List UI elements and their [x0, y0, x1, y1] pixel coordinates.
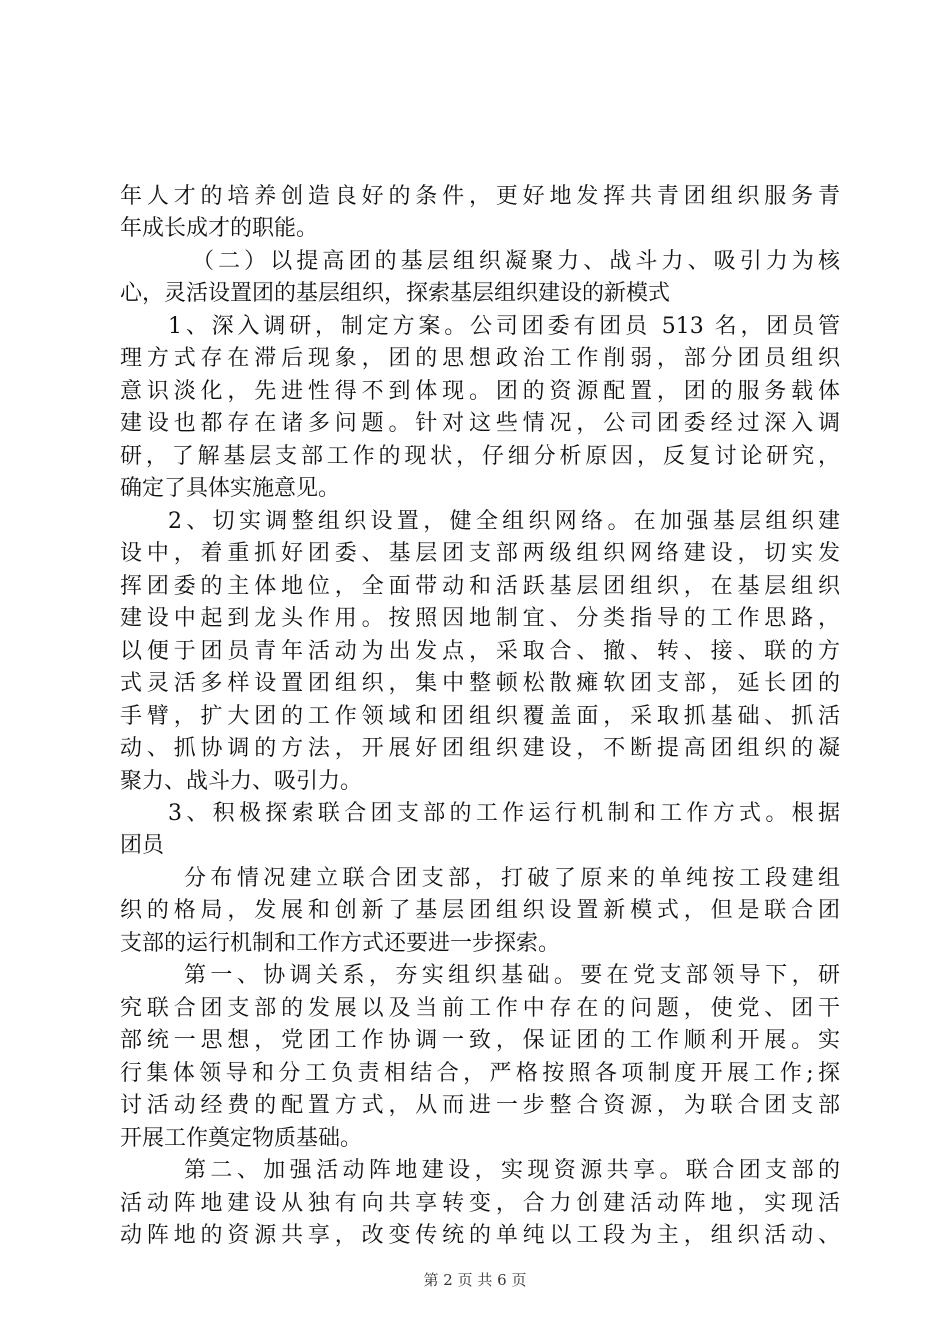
text-line: 动阵地的资源共享，改变传统的单纯以工段为主，组织活动、 [120, 1223, 840, 1248]
text-line: 以便于团员青年活动为出发点，采取合、撤、转、接、联的方 [120, 639, 840, 664]
text-line: 手臂，扩大团的工作领域和团组织覆盖面，采取抓基础、抓活 [120, 704, 840, 729]
text-line: 意识淡化，先进性得不到体现。团的资源配置，团的服务载体 [120, 379, 840, 404]
page-number-footer: 第 2 页 共 6 页 [423, 1271, 527, 1289]
text-line: 心，灵活设置团的基层组织，探索基层组织建设的新模式 [120, 281, 671, 306]
text-line: 织的格局，发展和创新了基层团组织设置新模式，但是联合团 [120, 898, 840, 923]
text-line: 讨活动经费的配置方式，从而进一步整合资源，为联合团支部 [120, 1093, 840, 1118]
text-line: 确定了具体实施意见。 [120, 476, 341, 501]
text-line: 2、切实调整组织设置，健全组织网络。在加强基层组织建 [168, 509, 840, 534]
text-line: 设中，着重抓好团委、基层团支部两级组织网络建设，切实发 [120, 541, 840, 566]
text-line: 第一、协调关系，夯实组织基础。要在党支部领导下，研 [184, 963, 840, 988]
text-line: 支部的运行机制和工作方式还要进一步探索。 [120, 931, 561, 956]
text-line: 究联合团支部的发展以及当前工作中存在的问题，使党、团干 [120, 996, 840, 1021]
text-line: 年人才的培养创造良好的条件，更好地发挥共青团组织服务青 [120, 184, 840, 209]
text-line: 挥团委的主体地位，全面带动和活跃基层团组织，在基层组织 [120, 574, 840, 599]
text-line: 动、抓协调的方法，开展好团组织建设，不断提高团组织的凝 [120, 736, 840, 761]
text-line: 分布情况建立联合团支部，打破了原来的单纯按工段建组 [184, 866, 840, 891]
text-line: 1、深入调研，制定方案。公司团委有团员 513 名，团员管 [168, 314, 840, 339]
text-line: 聚力、战斗力、吸引力。 [120, 769, 363, 794]
text-line: 部统一思想，党团工作协调一致，保证团的工作顺利开展。实 [120, 1028, 840, 1053]
text-line: 3、积极探索联合团支部的工作运行机制和工作方式。根据 [168, 801, 840, 826]
text-line: 开展工作奠定物质基础。 [120, 1126, 363, 1151]
text-line: 团员 [120, 833, 165, 858]
text-line: 理方式存在滞后现象，团的思想政治工作削弱，部分团员组织 [120, 346, 840, 371]
text-line: 建设也都存在诸多问题。针对这些情况，公司团委经过深入调 [120, 411, 840, 436]
text-line: 建设中起到龙头作用。按照因地制宜、分类指导的工作思路， [120, 606, 840, 631]
text-line: 活动阵地建设从独有向共享转变，合力创建活动阵地，实现活 [120, 1191, 840, 1216]
text-line: 研，了解基层支部工作的现状，仔细分析原因，反复讨论研究， [120, 444, 840, 469]
text-line: 年成长成才的职能。 [120, 216, 319, 241]
text-line: 行集体领导和分工负责相结合，严格按照各项制度开展工作;探 [120, 1061, 840, 1086]
text-line: 第二、加强活动阵地建设，实现资源共享。联合团支部的 [184, 1158, 840, 1183]
text-line: （二）以提高团的基层组织凝聚力、战斗力、吸引力为核 [192, 249, 840, 274]
text-line: 式灵活多样设置团组织，集中整顿松散瘫软团支部，延长团的 [120, 671, 840, 696]
